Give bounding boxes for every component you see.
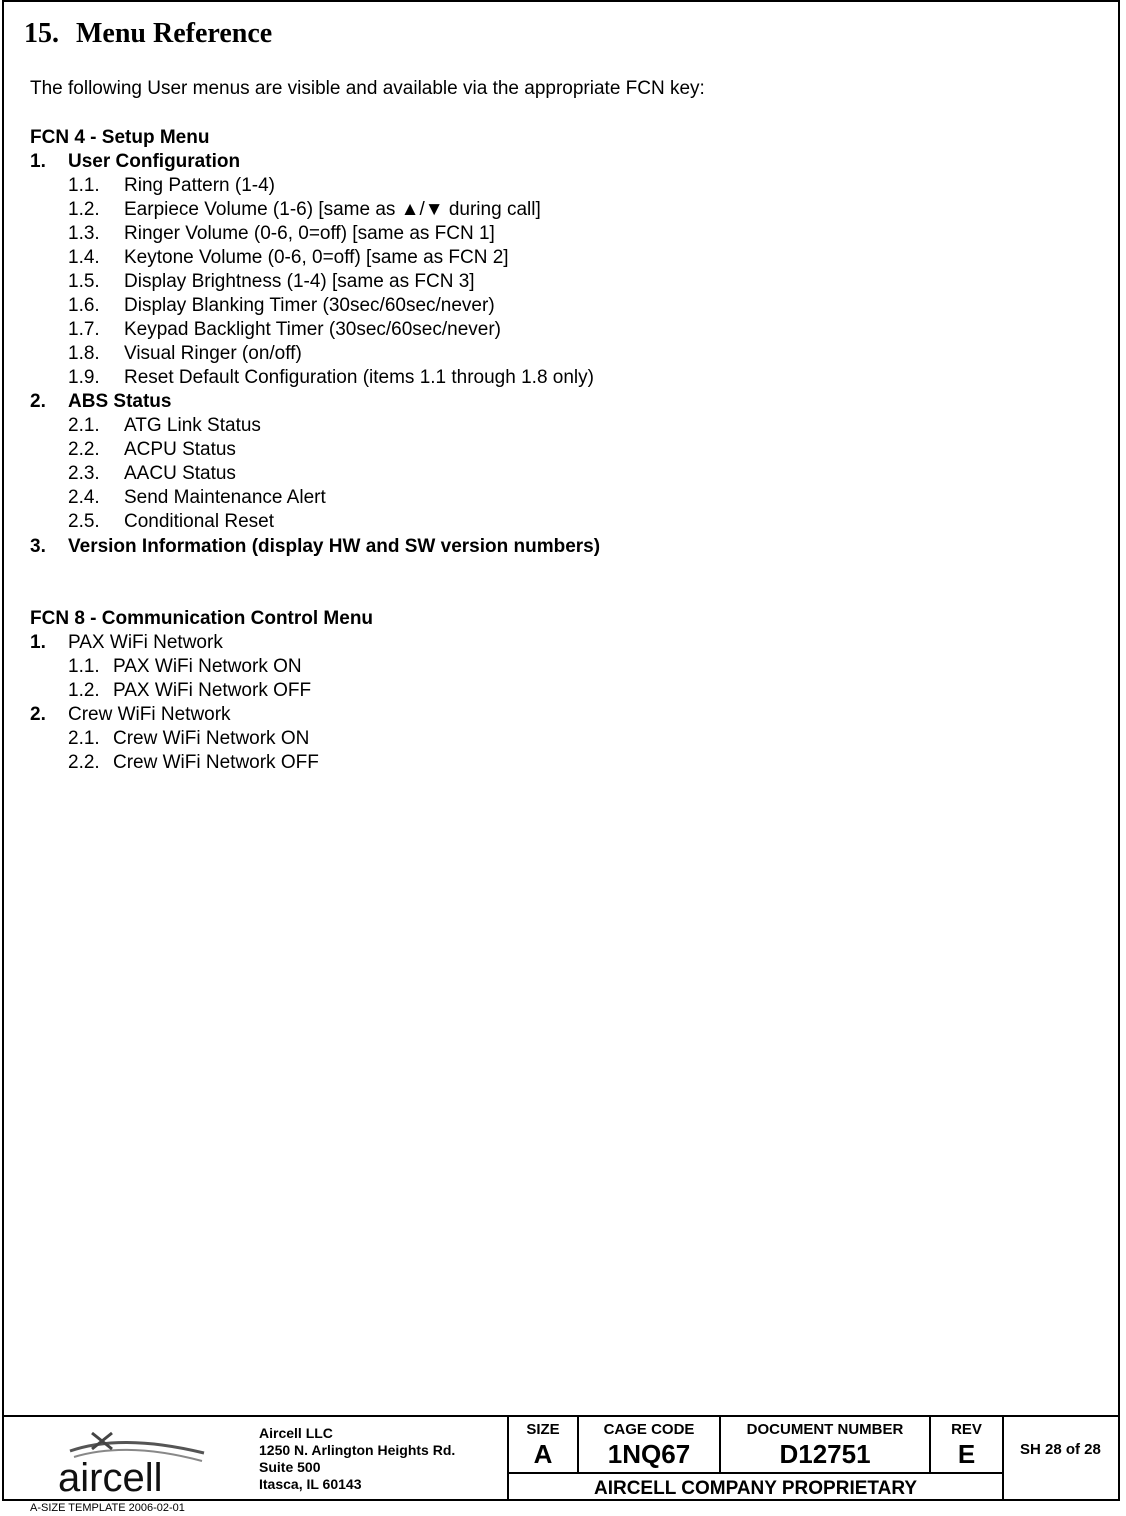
section-heading — [24, 18, 272, 50]
item-label: ABS Status — [68, 391, 172, 412]
fcn4-subitem — [30, 318, 600, 342]
item-number: 2. — [30, 704, 46, 725]
subitem-label: Crew WiFi Network ON — [113, 728, 310, 749]
subitem-number: 2.2. — [68, 752, 100, 773]
sheet-number: SH 28 of 28 — [1020, 1441, 1101, 1458]
fcn8-subitem — [30, 727, 373, 751]
item-number: 3. — [30, 536, 46, 557]
subitem-label: Ringer Volume (0-6, 0=off) [same as FCN 1] — [124, 223, 495, 244]
template-note: A-SIZE TEMPLATE 2006-02-01 — [30, 1502, 185, 1514]
aircell-logo-graphic — [52, 1423, 212, 1497]
size-value: A — [533, 1439, 553, 1469]
document-number-value: D12751 — [779, 1439, 871, 1469]
address-line: 1250 N. Arlington Heights Rd. — [259, 1442, 456, 1458]
item-label: Version Information (display HW and SW version numbers) — [68, 536, 601, 557]
subitem-label: Send Maintenance Alert — [124, 487, 326, 508]
fcn4-item-abs-status — [30, 390, 600, 414]
subitem-number: 1.1. — [68, 175, 100, 196]
item-number: 1. — [30, 632, 46, 653]
fcn4-section — [30, 126, 600, 559]
fcn4-subitem — [30, 438, 600, 462]
fcn8-subitem — [30, 751, 373, 775]
rev-label: REV — [951, 1421, 982, 1438]
fcn4-item-user-configuration — [30, 150, 600, 174]
fcn8-item-pax-wifi — [30, 631, 373, 655]
fcn4-item-version-information — [30, 535, 600, 559]
fcn8-section — [30, 607, 373, 775]
subitem-label: Display Blanking Timer (30sec/60sec/never) — [124, 295, 495, 316]
intro-paragraph: The following User menus are visible and available via the appropriate FCN key: — [30, 78, 705, 99]
subitem-number: 2.4. — [68, 487, 100, 508]
fcn4-subitem — [30, 246, 600, 270]
subitem-number: 1.5. — [68, 271, 100, 292]
subitem-label: PAX WiFi Network ON — [113, 656, 302, 677]
subitem-number: 1.8. — [68, 343, 100, 364]
subitem-number: 1.2. — [68, 680, 100, 701]
subitem-number: 1.1. — [68, 656, 100, 677]
size-label: SIZE — [526, 1421, 560, 1438]
subitem-label: Keypad Backlight Timer (30sec/60sec/never) — [124, 319, 502, 340]
rev-value: E — [957, 1439, 976, 1469]
subitem-label: PAX WiFi Network OFF — [113, 680, 312, 701]
item-label: User Configuration — [68, 151, 241, 172]
fcn4-subitem — [30, 366, 600, 390]
cage-code-value: 1NQ67 — [607, 1439, 691, 1469]
proprietary-notice: AIRCELL COMPANY PROPRIETARY — [593, 1478, 918, 1499]
fcn4-subitem — [30, 342, 600, 366]
aircell-logo — [52, 1423, 212, 1497]
fcn8-subitem — [30, 679, 373, 703]
subitem-label: Crew WiFi Network OFF — [113, 752, 319, 773]
address-line: Aircell LLC — [259, 1425, 333, 1441]
subitem-label: Earpiece Volume (1-6) [same as ▲/▼ during call] — [124, 199, 541, 220]
item-number: 2. — [30, 391, 46, 412]
fcn4-subitem — [30, 486, 600, 510]
section-title: Menu Reference — [76, 18, 273, 49]
subitem-label: Conditional Reset — [124, 511, 274, 532]
fcn8-title: FCN 8 - Communication Control Menu — [30, 608, 374, 629]
subitem-number: 1.3. — [68, 223, 100, 244]
subitem-label: AACU Status — [124, 463, 236, 484]
subitem-label: Ring Pattern (1-4) — [124, 175, 276, 196]
document-number-label: DOCUMENT NUMBER — [746, 1421, 904, 1438]
fcn4-subitem — [30, 222, 600, 246]
section-number: 15. — [24, 18, 59, 49]
subitem-number: 1.4. — [68, 247, 100, 268]
subitem-number: 1.9. — [68, 367, 100, 388]
fcn4-subitem — [30, 414, 600, 438]
subitem-label: Reset Default Configuration (items 1.1 through 1.8 only) — [124, 367, 594, 388]
subitem-label: Visual Ringer (on/off) — [124, 343, 302, 364]
title-block — [2, 1415, 1120, 1501]
fcn4-subitem — [30, 510, 600, 534]
subitem-number: 1.2. — [68, 199, 100, 220]
subitem-label: ATG Link Status — [124, 415, 261, 436]
subitem-number: 2.1. — [68, 415, 100, 436]
fcn8-item-crew-wifi — [30, 703, 373, 727]
subitem-number: 2.5. — [68, 511, 100, 532]
fcn4-subitem — [30, 174, 600, 198]
subitem-number: 1.6. — [68, 295, 100, 316]
fcn4-subitem — [30, 198, 600, 222]
fcn4-subitem — [30, 294, 600, 318]
subitem-label: Keytone Volume (0-6, 0=off) [same as FCN 2] — [124, 247, 509, 268]
subitem-number: 1.7. — [68, 319, 100, 340]
subitem-label: ACPU Status — [124, 439, 236, 460]
fcn8-subitem — [30, 655, 373, 679]
address-line: Suite 500 — [259, 1459, 321, 1475]
subitem-number: 2.1. — [68, 728, 100, 749]
subitem-number: 2.2. — [68, 439, 100, 460]
fcn4-title: FCN 4 - Setup Menu — [30, 127, 210, 148]
fcn4-subitem — [30, 462, 600, 486]
company-address — [259, 1425, 455, 1493]
svg-text:aircell: aircell — [58, 1456, 163, 1497]
fcn4-subitem — [30, 270, 600, 294]
cage-code-label: CAGE CODE — [603, 1421, 695, 1438]
item-label: PAX WiFi Network — [68, 632, 223, 653]
subitem-label: Display Brightness (1-4) [same as FCN 3] — [124, 271, 475, 292]
item-label: Crew WiFi Network — [68, 704, 231, 725]
subitem-number: 2.3. — [68, 463, 100, 484]
item-number: 1. — [30, 151, 46, 172]
address-line: Itasca, IL 60143 — [259, 1476, 362, 1492]
